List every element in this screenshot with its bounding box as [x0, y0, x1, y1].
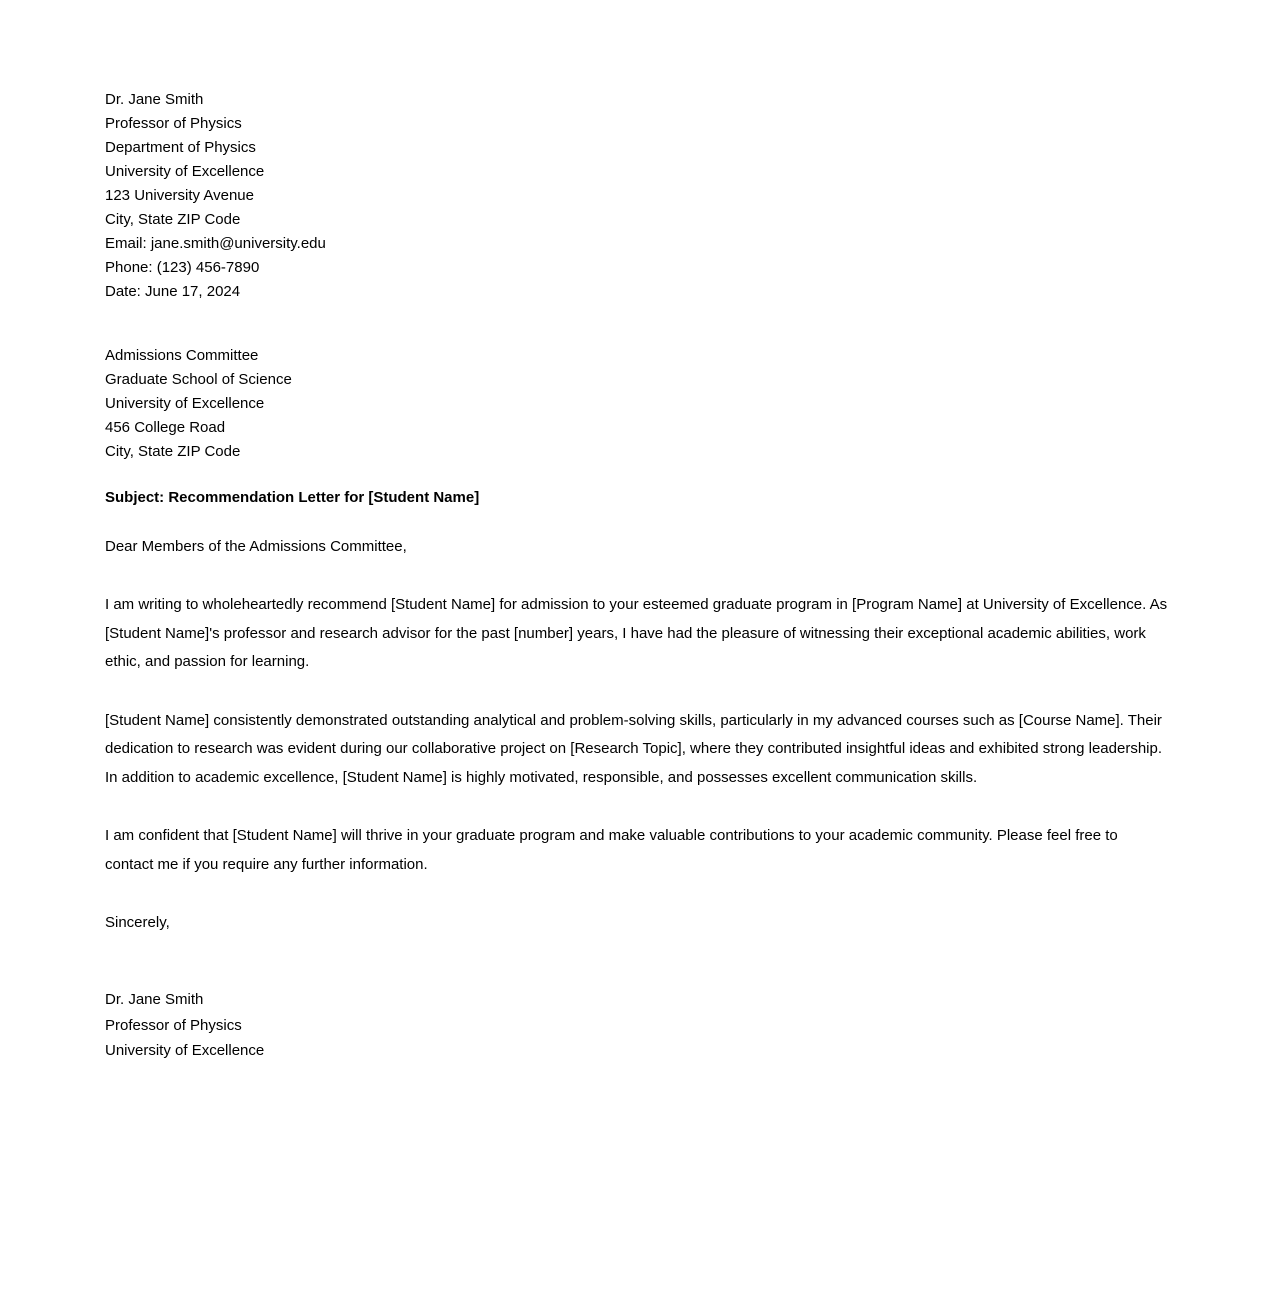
body-paragraph-1: I am writing to wholeheartedly recommend [Student Name] for admission to your esteemed graduate program in [Program Name] at University of Excellence. As [Student Name]'s professor and research advisor for the past [number] years, I have had the pleasure of witnessing their exceptional academic abilities, work ethic, and passion for learning.: [105, 596, 1168, 670]
signature-name: Dr. Jane Smith: [105, 991, 204, 1008]
salutation: Dear Members of the Admissions Committee,: [105, 538, 407, 555]
paragraph-spacer: [105, 792, 1170, 822]
recipient-address-block: [105, 344, 1170, 464]
paragraph-spacer: [105, 561, 1170, 591]
body-paragraph-3: I am confident that [Student Name] will thrive in your graduate program and make valuable contributions to your academic community. Please feel free to contact me if you require any further information.: [105, 827, 1118, 873]
sender-line: City, State ZIP Code: [105, 211, 241, 228]
signature-block: [105, 987, 1170, 1064]
subject-salutation-spacer: [105, 510, 1170, 533]
sender-line: Department of Physics: [105, 139, 256, 156]
sender-line: 123 University Avenue: [105, 187, 254, 204]
recipient-line: City, State ZIP Code: [105, 443, 241, 460]
recipient-line: 456 College Road: [105, 419, 226, 436]
sender-address-block: [105, 88, 1170, 304]
sender-email-line: Email: jane.smith@university.edu: [105, 235, 326, 252]
recipient-line: Admissions Committee: [105, 347, 259, 364]
sender-phone-line: Phone: (123) 456-7890: [105, 259, 260, 276]
signature-institution: University of Excellence: [105, 1042, 265, 1059]
body-paragraph-2: [Student Name] consistently demonstrated outstanding analytical and problem-solving skills, particularly in my advanced courses such as [Course Name]. Their dedication to research was evident during our collaborative project on [Research Topic], where they contributed insightful ideas and exhibited strong leadership. In addition to academic excellence, [Student Name] is highly motivated, responsible, and possesses excellent communication skills.: [105, 711, 1163, 786]
paragraph-spacer: [105, 677, 1170, 707]
sender-recipient-spacer: [105, 304, 1170, 344]
recipient-line: University of Excellence: [105, 395, 265, 412]
signature-spacer: [105, 937, 1170, 987]
recipient-subject-spacer: [105, 464, 1170, 486]
sender-line: University of Excellence: [105, 163, 265, 180]
sender-line: Dr. Jane Smith: [105, 91, 204, 108]
paragraph-spacer: [105, 879, 1170, 909]
signature-title: Professor of Physics: [105, 1016, 242, 1034]
closing-line: Sincerely,: [105, 914, 170, 931]
letter-body: [105, 88, 1170, 1064]
subject-line: Subject: Recommendation Letter for [Student Name]: [105, 489, 480, 506]
letter-date-line: Date: June 17, 2024: [105, 283, 241, 300]
sender-line: Professor of Physics: [105, 115, 242, 132]
recipient-line: Graduate School of Science: [105, 371, 292, 388]
